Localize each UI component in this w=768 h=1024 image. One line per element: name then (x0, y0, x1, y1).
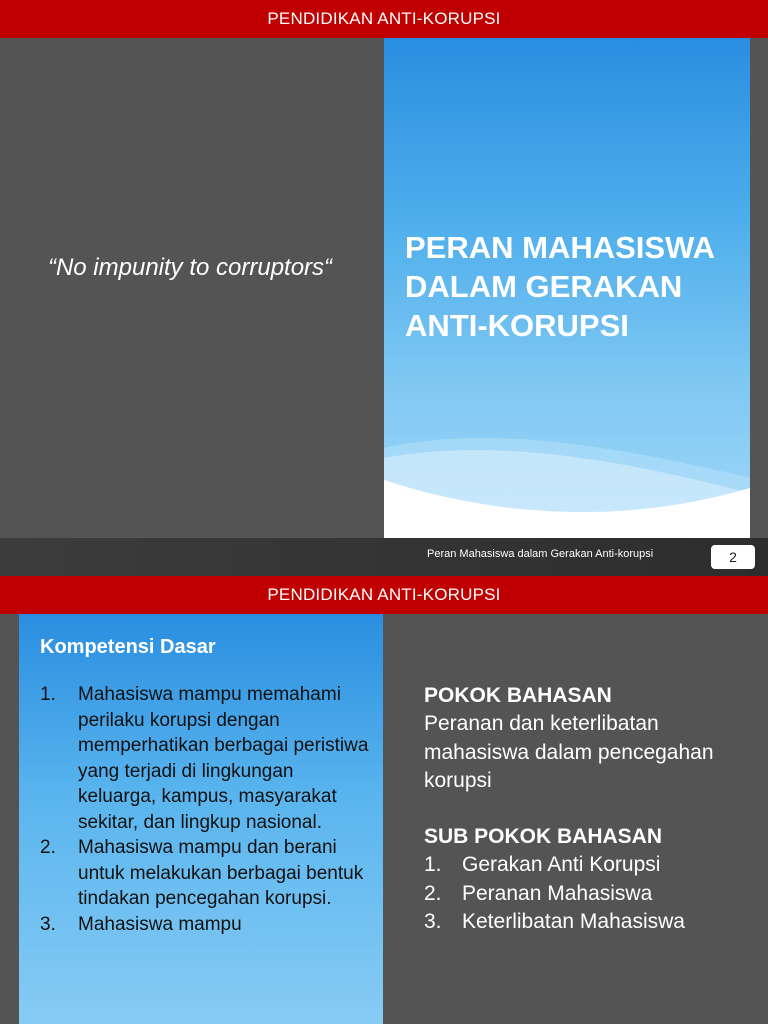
list-item-text: Gerakan Anti Korupsi (462, 853, 661, 876)
list-item-number: 2. (40, 837, 56, 858)
kompetensi-heading: Kompetensi Dasar (40, 636, 216, 658)
list-item (40, 682, 370, 835)
list-item-text: Mahasiswa mampu dan berani untuk melakukan berbagai bentuk tindakan pencegahan korupsi. (78, 837, 364, 909)
list-item-text: Keterlibatan Mahasiswa (462, 910, 685, 933)
pokok-bahasan-text: Peranan dan keterlibatan mahasiswa dalam pencegahan korupsi (424, 712, 714, 792)
slide1-footer (0, 538, 768, 576)
list-item (40, 835, 370, 912)
pokok-bahasan-panel (384, 614, 768, 1024)
list-item-number: 2. (424, 881, 442, 905)
list-item-text: Peranan Mahasiswa (462, 881, 653, 905)
slide2-header-bar (0, 576, 768, 614)
footer-text: Peran Mahasiswa dalam Gerakan Anti-korupsi (427, 548, 654, 560)
page-number-badge: 2 (711, 545, 755, 569)
sub-pokok-bahasan-heading: SUB POKOK BAHASAN (424, 825, 663, 848)
kompetensi-panel (19, 614, 383, 1024)
wave-decoration (384, 418, 750, 538)
pokok-bahasan-heading: POKOK BAHASAN (424, 684, 612, 707)
title-panel (384, 38, 750, 538)
sub-pokok-bahasan-list (424, 851, 685, 937)
kompetensi-list (40, 682, 370, 937)
slide1-header-bar (0, 0, 768, 38)
list-item-number: 1. (40, 684, 56, 705)
right-edge-strip (750, 38, 768, 538)
list-item (40, 912, 370, 938)
list-item-number: 1. (424, 853, 442, 876)
list-item (424, 880, 685, 909)
slide2-header-text: PENDIDIKAN ANTI-KORUPSI (267, 585, 501, 604)
list-item-number: 3. (40, 913, 56, 935)
slide1-header-text: PENDIDIKAN ANTI-KORUPSI (267, 9, 501, 28)
slide-2 (0, 614, 768, 1024)
list-item (424, 908, 685, 937)
list-item-text: Mahasiswa mampu memahami perilaku korupsi dengan memperhatikan berbagai peristiwa yang terjadi di lingkungan keluarga, kampus, masyarakat sekitar, dan lingkup nasional. (78, 684, 369, 833)
quote-text: “No impunity to corruptors“ (47, 254, 333, 281)
list-item-text: Mahasiswa mampu (78, 913, 242, 935)
quote-panel (0, 38, 384, 538)
slide-title: PERAN MAHASISWA DALAM GERAKAN ANTI-KORUPSI (405, 230, 714, 343)
list-item-number: 3. (424, 910, 442, 933)
slide-1 (0, 38, 768, 565)
list-item (424, 851, 685, 880)
